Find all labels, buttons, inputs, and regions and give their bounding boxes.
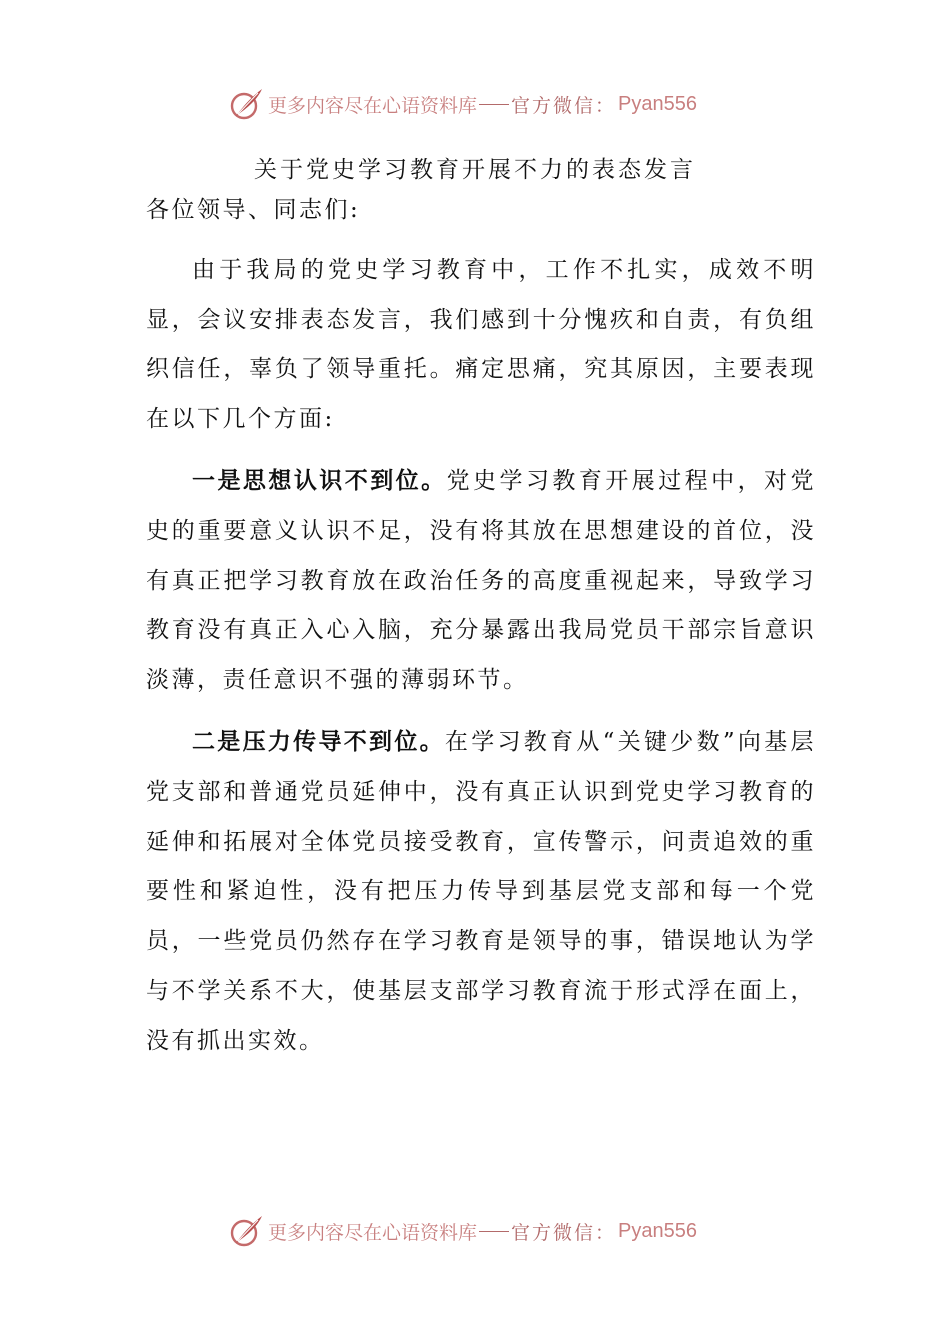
banner-wechat-id: Pyan556 [618,1219,697,1242]
paragraph-point-2 [146,718,816,1067]
banner-main-text: 更多内容尽在心语资料库 [268,1221,478,1244]
banner-dash [479,104,509,105]
paragraph-lead: 二是压力传导不到位。 [192,728,445,755]
paragraph-text: 由于我局的党史学习教育中，工作不扎实，成效不明显，会议安排表态发言，我们感到十分愧疚和自责，有负组织信任，辜负了领导重托。痛定思痛，究其原因，主要表现在以下几个方面: [146,256,816,433]
paragraph-intro [146,246,816,445]
document-title: 关于党史学习教育开展不力的表态发言 [254,157,696,183]
paragraph-lead: 一是思想认识不到位。 [192,467,447,494]
footer-banner [228,1213,697,1249]
banner-wechat-label: 官方微信： [511,1221,617,1244]
paragraph-text: 党史学习教育开展过程中，对党史的重要意义认识不足，没有将其放在思想建设的首位，没有真正把学习教育放在政治任务的高度重视起来，导致学习教育没有真正入心入脑，充分暴露出我局党员干部宗旨意识淡薄，责任意识不强的薄弱环节。 [146,467,817,694]
greeting: 各位领导、同志们: [146,197,361,223]
paragraph-point-1 [146,457,816,706]
banner-wechat-id: Pyan556 [618,92,697,115]
banner-dash [479,1231,509,1232]
banner-main-text: 更多内容尽在心语资料库 [268,94,478,117]
banner-wechat-label: 官方微信： [511,94,617,117]
header-banner [228,86,697,122]
document-body [146,186,816,1079]
feather-pen-logo-icon [228,86,264,122]
feather-pen-logo-icon [228,1213,264,1249]
paragraph-text: 在学习教育从“关键少数”向基层党支部和普通党员延伸中，没有真正认识到党史学习教育的延伸和拓展对全体党员接受教育，宣传警示，问责追效的重要性和紧迫性，没有把压力传导到基层党支部和每一个党员，一些党员仍然存在学习教育是领导的事，错误地认为学与不学关系不大，使基层支部学习教育流于形式浮在面上，没有抓出实效。 [146,728,816,1054]
